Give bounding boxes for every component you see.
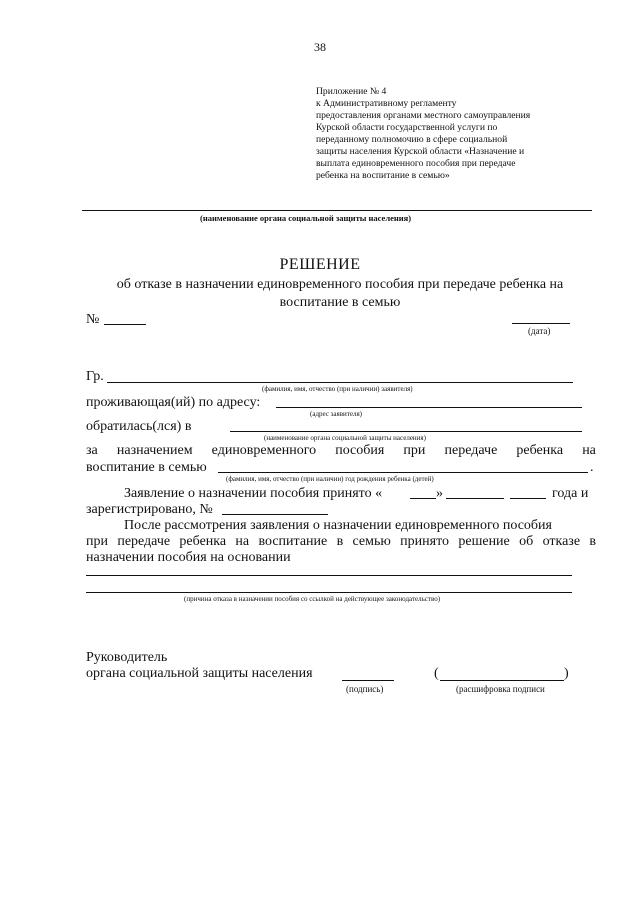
- authority-field-caption: (наименование органа социальной защиты населения): [264, 434, 426, 442]
- number-field[interactable]: [104, 324, 146, 325]
- period-mark: .: [590, 460, 594, 475]
- application-year-field[interactable]: [510, 498, 546, 499]
- application-prefix: Заявление о назначении пособия принято «: [124, 486, 383, 501]
- authority-line: [82, 210, 592, 211]
- subtitle-line: об отказе в назначении единовременного пособия при передаче ребенка на: [116, 277, 564, 292]
- address-field[interactable]: [276, 407, 582, 408]
- appendix-line: выплата единовременного пособия при передаче: [316, 158, 516, 169]
- applied-label: обратилась(лся) в: [86, 419, 192, 434]
- purpose-word: на: [582, 443, 596, 458]
- decision-line: назначении пособия на основании: [86, 550, 291, 565]
- application-mid: »: [436, 486, 443, 501]
- head-title: Руководитель: [86, 650, 168, 665]
- reason-field[interactable]: [86, 592, 572, 593]
- page-number: 38: [314, 40, 326, 54]
- reason-caption: (причина отказа в назначении пособия со ссылкой на действующее законодательство): [184, 595, 441, 603]
- signature-field[interactable]: [342, 680, 394, 681]
- purpose-word: передаче: [444, 443, 498, 458]
- registered-label: зарегистрировано, №: [86, 502, 213, 517]
- applicant-name-caption: (фамилия, имя, отчество (при наличии) заявителя): [262, 385, 413, 393]
- document-subtitle: [80, 276, 600, 312]
- purpose-word: за: [86, 443, 98, 458]
- application-month-field[interactable]: [446, 498, 504, 499]
- appendix-line: Курской области государственной услуги по: [316, 122, 498, 133]
- appendix-line: защиты населения Курской области «Назначение и: [316, 146, 525, 157]
- signature-decode-field[interactable]: [440, 680, 564, 681]
- document-title: РЕШЕНИЕ: [279, 256, 361, 273]
- purpose-word: назначением: [116, 443, 193, 458]
- purpose-word: единовременного: [211, 443, 317, 458]
- application-suffix: года и: [552, 486, 589, 501]
- address-label: проживающая(ий) по адресу:: [86, 395, 261, 410]
- reason-field[interactable]: [86, 575, 572, 576]
- subtitle-line: воспитание в семью: [279, 295, 401, 310]
- appendix-line: ребенка на воспитание в семью»: [316, 170, 450, 181]
- close-paren: ): [564, 666, 569, 681]
- number-label: №: [86, 312, 100, 327]
- appendix-line: к Административному регламенту: [316, 98, 457, 109]
- purpose-word: ребенка: [516, 443, 564, 458]
- child-name-caption: (фамилия, имя, отчество (при наличии) год рождения ребенка (детей): [226, 475, 434, 483]
- signature-caption: (подпись): [346, 684, 384, 694]
- date-caption: (дата): [528, 326, 551, 336]
- appendix-line: Приложение № 4: [316, 86, 387, 97]
- decision-line: при передаче ребенка на воспитание в семью принято решение об отказе в: [86, 534, 596, 549]
- appendix-line: переданному полномочию в сфере социальной: [316, 134, 508, 145]
- head-title-line2: органа социальной защиты населения: [86, 666, 313, 681]
- decode-caption: (расшифровка подписи: [456, 684, 545, 694]
- open-paren: (: [434, 666, 439, 681]
- child-name-field[interactable]: [218, 472, 588, 473]
- appendix-block: [316, 86, 616, 182]
- appendix-line: предоставления органами местного самоуправления: [316, 110, 531, 121]
- applicant-name-field[interactable]: [107, 382, 573, 383]
- date-field[interactable]: [512, 323, 570, 324]
- gr-label: Гр.: [86, 369, 104, 384]
- purpose-word: пособия: [335, 443, 385, 458]
- purpose-label: воспитание в семью: [86, 460, 207, 475]
- purpose-line: [86, 443, 596, 459]
- decision-line: После рассмотрения заявления о назначении единовременного пособия: [124, 518, 552, 533]
- address-caption: (адрес заявителя): [310, 410, 362, 418]
- authority-caption: (наименование органа социальной защиты населения): [200, 213, 412, 223]
- application-day-field[interactable]: [410, 498, 436, 499]
- purpose-word: при: [403, 443, 426, 458]
- registration-number-field[interactable]: [222, 514, 328, 515]
- authority-field[interactable]: [230, 431, 582, 432]
